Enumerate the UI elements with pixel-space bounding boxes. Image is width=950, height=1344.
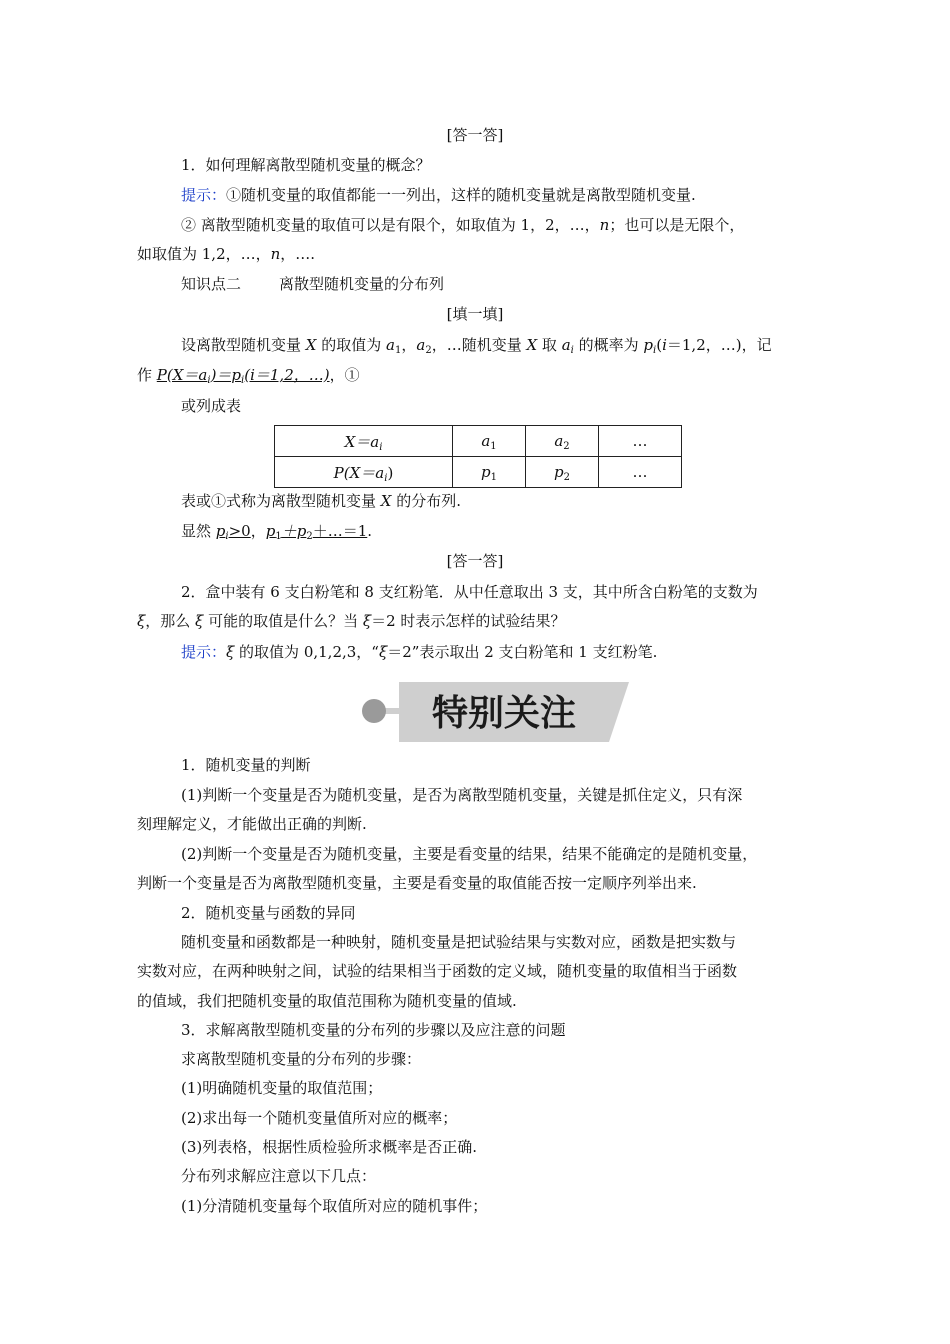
text: ＝2 时表示怎样的试验结果？ (371, 612, 566, 630)
var-a: a (561, 336, 571, 354)
tip-1 (181, 184, 696, 206)
var-a: a (416, 336, 426, 354)
notes-intro: 分布列求解应注意以下几点： (181, 1167, 377, 1185)
distribution-formula: $P(X=a_i)=p_i(i=1,2$，…) (156, 366, 330, 386)
table-cell: $a_2$ (526, 426, 599, 457)
cell-text: p (554, 463, 564, 481)
definition-line-2 (137, 364, 360, 386)
var-xi: ξ (362, 612, 372, 630)
step-2: (2)求出每一个随机变量值所对应的概率； (181, 1109, 458, 1127)
table-cell: … (599, 426, 682, 457)
table-row (275, 426, 682, 457)
text: ＝2”表示取出 2 支白粉笔和 1 支红粉笔. (387, 643, 658, 661)
banner-dot-icon (362, 699, 386, 723)
list-as-table: 或列成表 (181, 397, 242, 415)
text: 如取值为 1,2，…， (137, 245, 271, 263)
text: ，那么 (145, 612, 196, 630)
var-x: X (380, 492, 392, 510)
text: 取 (537, 336, 562, 354)
tip-3 (137, 243, 315, 265)
topic-2-l3: 的值域，我们把随机变量的取值范围称为随机变量的值域. (137, 992, 517, 1010)
text: 的分布列. (391, 492, 462, 510)
obvious-condition (181, 520, 372, 542)
table-cell: $p_2$ (526, 457, 599, 488)
text: 的取值为 0,1,2,3，“ (234, 643, 379, 661)
kp-title: 离散型随机变量的分布列 (279, 275, 445, 293)
tip-answer-2 (181, 641, 657, 663)
question-1: 1．如何理解离散型随机变量的概念？ (181, 156, 431, 174)
text: . (367, 522, 373, 540)
condition-1: $p_i>0$ (215, 522, 251, 542)
after-table (181, 490, 461, 512)
banner-title: 特别关注 (431, 693, 577, 734)
text: 设离散型随机变量 (181, 336, 306, 354)
text: ② 离散型随机变量的取值可以是有限个，如取值为 1，2，…， (181, 216, 600, 234)
tip-label: 提示： (181, 186, 227, 204)
text: ( (656, 336, 663, 354)
cell-text: X＝a (344, 432, 380, 451)
formula-part: >0 (228, 522, 251, 540)
section-heading-answer: [答一答] (446, 126, 504, 144)
formula-part: (i＝1,2，…) (244, 366, 330, 384)
tip-label: 提示： (181, 643, 227, 661)
text: 的概率为 (573, 336, 644, 354)
text: ，…. (280, 245, 316, 263)
text: 作 (137, 366, 157, 384)
topic-1-p2-l2: 判断一个变量是否为离散型随机变量，主要是看变量的取值能否按一定顺序列举出来. (137, 874, 697, 892)
text: ＝1,2，…)，记 (666, 336, 772, 354)
section-heading-fill: [填一填] (446, 305, 504, 323)
topic-2-l2: 实数对应，在两种映射之间，试验的结果相当于函数的定义域，随机变量的取值相当于函数 (137, 962, 738, 980)
step-1: (1)明确随机变量的取值范围； (181, 1079, 383, 1097)
cell-text: a (554, 432, 564, 450)
text: 表或①式称为离散型随机变量 (181, 492, 381, 510)
var-xi: ξ (195, 612, 204, 630)
text: ，…随机变量 (431, 336, 527, 354)
condition-2: $p_1+p_2+\dots=1$ (265, 522, 368, 542)
tip-text: ①随机变量的取值都能一一列出，这样的随机变量就是离散型随机变量. (226, 186, 696, 204)
var-xi: ξ (378, 643, 388, 661)
var-x: X (526, 336, 538, 354)
var-a: a (386, 336, 395, 354)
table-cell: $X=a_i$ (275, 426, 453, 457)
note-1: (1)分清随机变量每个取值所对应的随机事件； (181, 1197, 488, 1215)
var-x: X (305, 336, 317, 354)
table-cell: $a_1$ (453, 426, 526, 457)
formula-part: ＋…＝1 (312, 522, 368, 540)
table-cell: $p_1$ (453, 457, 526, 488)
var-xi: ξ (137, 612, 146, 630)
banner-graphic (361, 682, 629, 742)
formula-part: )＝p (210, 366, 242, 384)
formula-part: ＋p (281, 522, 307, 540)
var-xi: ξ (226, 643, 235, 661)
cell-text: P(X＝a (333, 463, 385, 482)
text: ，① (329, 366, 360, 384)
table-cell: … (599, 457, 682, 488)
table-cell: $P(X=a_i)$ (275, 457, 453, 488)
tip-2 (181, 214, 744, 236)
text: 可能的取值是什么？当 (203, 612, 363, 630)
topic-1-title: 1．随机变量的判断 (181, 756, 311, 774)
cell-text: p (481, 463, 491, 481)
text: 显然 (181, 522, 216, 540)
text: ；也可以是无限个， (609, 216, 745, 234)
cell-text: a (481, 432, 491, 450)
kp-label: 知识点二 (181, 275, 242, 293)
special-attention-banner (361, 682, 629, 742)
topic-2-title: 2．随机变量与函数的异同 (181, 904, 356, 922)
section-heading-answer-2: [答一答] (446, 552, 504, 570)
question-2-line-2 (137, 610, 565, 632)
formula-part: P(X＝a (156, 366, 208, 384)
text: ， (401, 336, 417, 354)
steps-intro: 求离散型随机变量的分布列的步骤： (181, 1050, 422, 1068)
var-n: n (599, 216, 610, 234)
var-p: p (643, 336, 654, 354)
topic-1-p1-l2: 刻理解定义，才能做出正确的判断. (137, 815, 367, 833)
text: ， (250, 522, 266, 540)
formula-part: p (215, 522, 226, 540)
topic-1-p1-l1: (1)判断一个变量是否为随机变量，是否为离散型随机变量，关键是抓住定义，只有深 (181, 786, 743, 804)
var-i: i (662, 336, 667, 354)
text: 的取值为 (316, 336, 387, 354)
table-row (275, 457, 682, 488)
topic-2-l1: 随机变量和函数都是一种映射，随机变量是把试验结果与实数对应，函数是把实数与 (181, 933, 737, 951)
var-n: n (270, 245, 281, 263)
formula-part: p (265, 522, 276, 540)
distribution-table (274, 425, 682, 488)
topic-3-title: 3．求解离散型随机变量的分布列的步骤以及应注意的问题 (181, 1021, 566, 1039)
knowledge-point-2 (181, 273, 444, 295)
definition-line-1: 设离散型随机变量 X 的取值为 $a_1$，$a_2$，…随机变量 X 取 $a_i$ 的概率为 $p_i(i=1,2$，…)，记 (181, 336, 772, 356)
step-3: (3)列表格，根据性质检验所求概率是否正确. (181, 1138, 478, 1156)
topic-1-p2-l1: (2)判断一个变量是否为随机变量，主要是看变量的结果，结果不能确定的是随机变量， (181, 845, 758, 863)
question-2-line-1: 2．盒中装有 6 支白粉笔和 8 支红粉笔．从中任意取出 3 支，其中所含白粉笔的支数为 (181, 583, 758, 601)
